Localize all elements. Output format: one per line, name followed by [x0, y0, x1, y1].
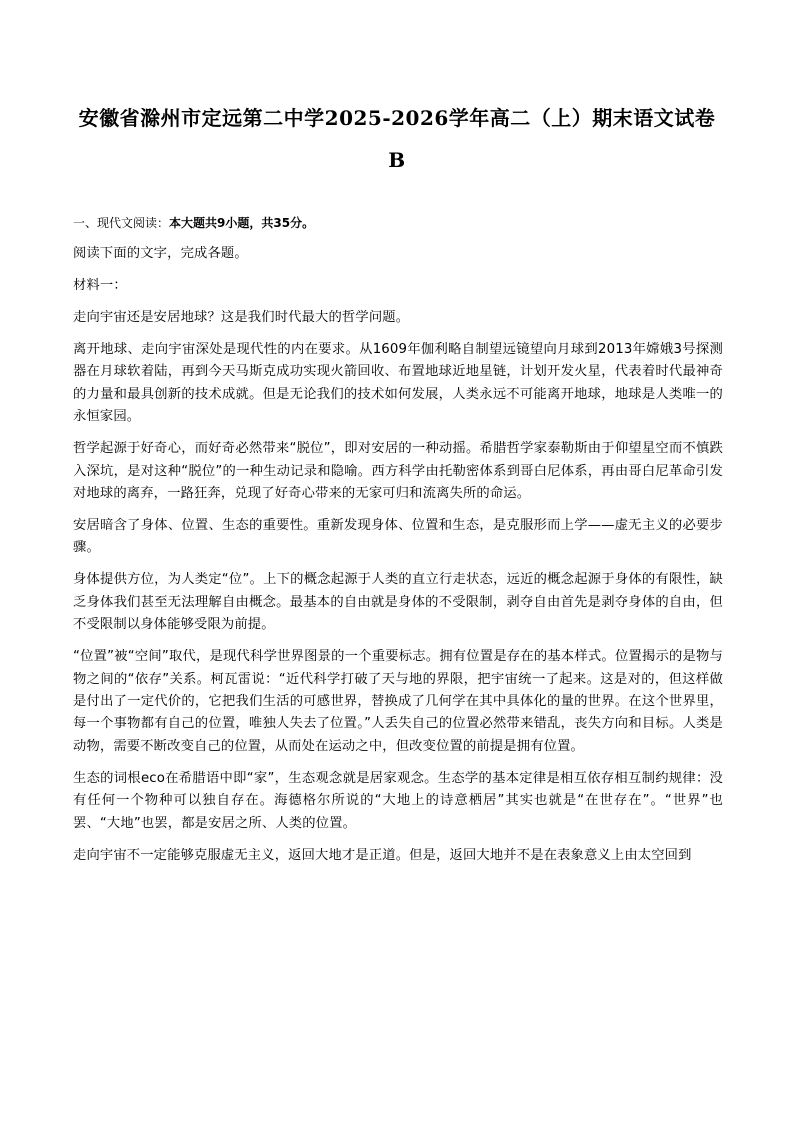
material-label: 材料一：: [73, 278, 127, 293]
reading-instruction: 阅读下面的文字，完成各题。: [73, 246, 248, 261]
passage-paragraph: 离开地球、走向宇宙深处是现代性的内在要求。从1609年伽利略自制望远镜望向月球到2013年嫦娥3号探测器在月球软着陆，再到今天马斯克成功实现火箭回收、布置地球近地星链，计划开发火星，代表着时代最神奇的力量和最具创新的技术成就。但是无论我们的技术如何发展，人类永远不可能离开地球，地球是人类唯一的永恒家园。: [73, 342, 723, 425]
exam-title-line-2: B: [388, 148, 406, 172]
exam-title-line-1: 安徽省滁州市定远第二中学2025-2026学年高二（上）期末语文试卷: [78, 106, 716, 130]
section-detail: 本大题共9小题，共35分。: [169, 216, 315, 230]
section-heading: [73, 213, 723, 233]
passage-paragraph: 安居暗含了身体、位置、生态的重要性。重新发现身体、位置和生态，是克服形而上学——虚无主义的必要步骤。: [73, 518, 723, 556]
passage-paragraph: 身体提供方位，为人类定“位”。上下的概念起源于人类的直立行走状态，远近的概念起源于身体的有限性，缺乏身体我们甚至无法理解自由概念。最基本的自由就是身体的不受限制，剥夺自由首先是剥夺身体的自由，但不受限制以身体能够受限为前提。: [73, 572, 723, 633]
passage-paragraph: 走向宇宙不一定能够克服虚无主义，返回大地才是正道。但是，返回大地并不是在表象意义上由太空回到: [73, 847, 692, 863]
passage-paragraph: “位置”被“空间”取代，是现代科学世界图景的一个重要标志。拥有位置是存在的基本样式。位置揭示的是物与物之间的“依存”关系。柯瓦雷说：“近代科学打破了天与地的界限，把宇宙统一了起来。这是对的，但这样做是付出了一定代价的，它把我们生活的可感世界，替换成了几何学在其中具体化的量的世界。在这个世界里，每一个事物都有自己的位置，唯独人失去了位置。”人丢失自己的位置必然带来错乱，丧失方向和目标。人类是动物，需要不断改变自己的位置，从而处在运动之中，但改变位置的前提是拥有位置。: [73, 649, 723, 754]
passage-paragraph: 生态的词根eco在希腊语中即“家”，生态观念就是居家观念。生态学的基本定律是相互依存相互制约规律：没有任何一个物种可以独自存在。海德格尔所说的“大地上的诗意栖居”其实也就是“在世存在”。“世界”也罢、“大地”也罢，都是安居之所、人类的位置。: [73, 770, 723, 831]
exam-body: [73, 213, 723, 877]
passage-paragraph: 哲学起源于好奇心，而好奇必然带来“脱位”，即对安居的一种动摇。希腊哲学家泰勒斯由于仰望星空而不慎跌入深坑，是对这种“脱位”的一种生动记录和隐喻。西方科学由托勒密体系到哥白尼体系，再由哥白尼革命引发对地球的离弃，一路狂奔，兑现了好奇心带来的无家可归和流离失所的命运。: [73, 441, 723, 502]
section-label: 一、现代文阅读：: [73, 216, 170, 230]
passage-paragraph: 走向宇宙还是安居地球？这是我们时代最大的哲学问题。: [73, 310, 410, 325]
